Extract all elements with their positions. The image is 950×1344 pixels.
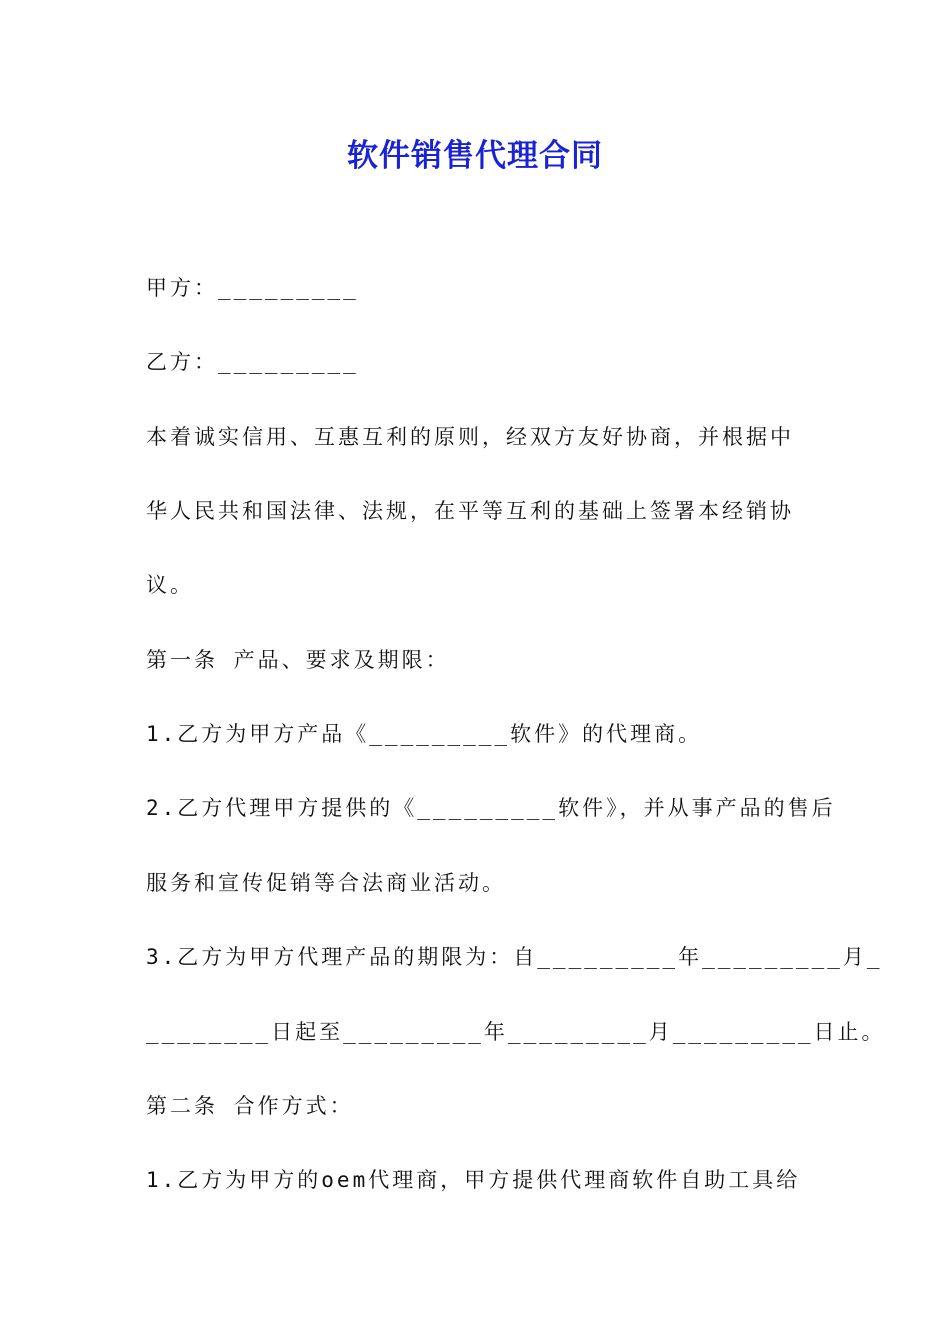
article-1-item-2-line-1: 2.乙方代理甲方提供的《_________软件》，并从事产品的售后 xyxy=(146,796,836,820)
preamble-line-3: 议。 xyxy=(146,573,194,597)
article-1-item-3-line-2: ________日起至_________年_________月_________日止。 xyxy=(146,1020,886,1044)
article-1-item-3-line-1: 3.乙方为甲方代理产品的期限为：自_________年_________月_ xyxy=(146,945,883,969)
preamble-line-1: 本着诚实信用、互惠互利的原则，经双方友好协商，并根据中 xyxy=(146,425,794,449)
party-a-line: 甲方：_________ xyxy=(146,276,359,300)
article-2-heading: 第二条 合作方式： xyxy=(146,1094,354,1118)
document-title: 软件销售代理合同 xyxy=(347,138,603,174)
preamble-line-2: 华人民共和国法律、法规，在平等互利的基础上签署本经销协 xyxy=(146,499,794,523)
article-2-item-1: 1.乙方为甲方的oem代理商，甲方提供代理商软件自助工具给 xyxy=(146,1168,801,1192)
article-1-item-1: 1.乙方为甲方产品《_________软件》的代理商。 xyxy=(146,722,703,746)
article-1-item-2-line-2: 服务和宣传促销等合法商业活动。 xyxy=(146,871,506,895)
party-b-line: 乙方：_________ xyxy=(146,350,359,374)
article-1-heading: 第一条 产品、要求及期限： xyxy=(146,648,450,672)
